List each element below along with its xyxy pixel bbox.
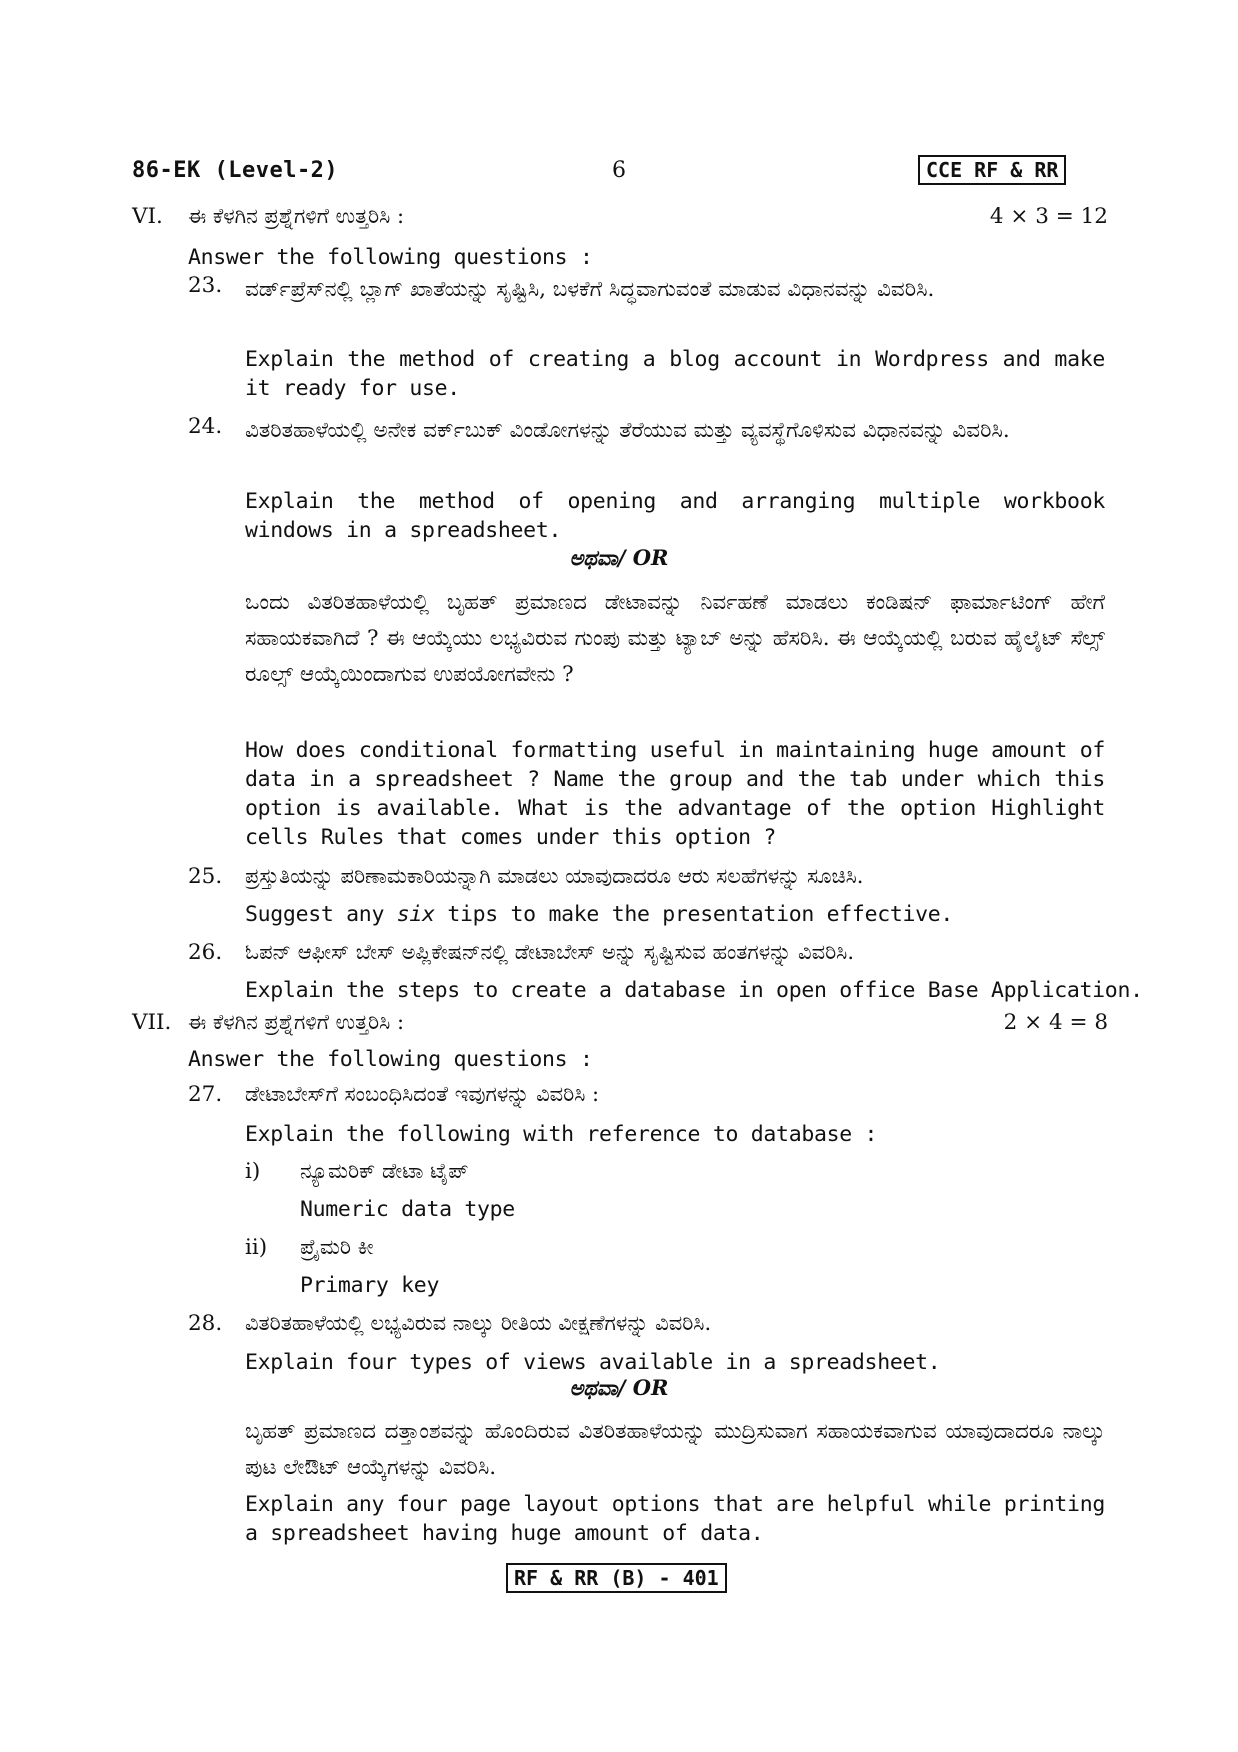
- q28-text-en: Explain four types of views available in a spreadsheet.: [245, 1350, 941, 1375]
- section-vii-numeral: VII.: [132, 1010, 172, 1035]
- q26-text-kn: ಓಪನ್ ಆಫೀಸ್ ಬೇಸ್ ಅಪ್ಲಿಕೇಷನ್‌ನಲ್ಲಿ ಡೇಟಾಬೇಸ್ ಅನ್ನು ಸೃಷ್ಟಿಸುವ ಹಂತಗಳನ್ನು ವಿವರಿಸಿ.: [245, 940, 854, 964]
- q27-ii-text-kn: ಪ್ರೈಮರಿ ಕೀ: [300, 1235, 374, 1259]
- q27-text-kn: ಡೇಟಾಬೇಸ್‌ಗೆ ಸಂಬಂಧಿಸಿದಂತೆ ಇವುಗಳನ್ನು ವಿವರಿಸಿ :: [245, 1082, 600, 1106]
- section-vii-heading-en: Answer the following questions :: [188, 1047, 593, 1072]
- section-vi-marks: 4 × 3 = 12: [989, 204, 1108, 229]
- q25-number: 25.: [188, 864, 223, 889]
- q27-ii-number: ii): [245, 1235, 268, 1260]
- q24-text-en: Explain the method of opening and arranging multiple workbook windows in a spreadsheet.: [245, 489, 1105, 543]
- footer-code-box: RF & RR (B) - 401: [506, 1563, 727, 1593]
- q25-text-kn: ಪ್ರಸ್ತುತಿಯನ್ನು ಪರಿಣಾಮಕಾರಿಯನ್ನಾಗಿ ಮಾಡಲು ಯಾವುದಾದರೂ ಆರು ಸಲಹೆಗಳನ್ನು ಸೂಚಿಸಿ.: [245, 864, 864, 888]
- q27-number: 27.: [188, 1082, 223, 1107]
- q25-text-en: [245, 900, 953, 929]
- section-vii-marks: 2 × 4 = 8: [1003, 1010, 1108, 1035]
- series-box: CCE RF & RR: [918, 155, 1066, 185]
- page-number: 6: [612, 158, 626, 183]
- q28-number: 28.: [188, 1311, 223, 1336]
- q24-number: 24.: [188, 414, 223, 439]
- q28-alt-text-en: Explain any four page layout options that are helpful while printing a spreadsheet having huge amount of data.: [245, 1492, 1105, 1546]
- q25-text-en-pre: Suggest any: [245, 902, 397, 927]
- q27-i-text-en: Numeric data type: [300, 1197, 515, 1222]
- q24-alt-text-kn: ಒಂದು ವಿತರಿತಹಾಳೆಯಲ್ಲಿ ಬೃಹತ್ ಪ್ರಮಾಣದ ಡೇಟಾವನ್ನು ನಿರ್ವಹಣೆ ಮಾಡಲು ಕಂಡಿಷನ್ ಫಾರ್ಮಾಟಿಂಗ್ ಹೇಗೆ ಸಹಾಯಕವಾಗಿದೆ ? ಈ ಆಯ್ಕೆಯು ಲಭ್ಯವಿರುವ ಗುಂಪು ಮತ್ತು ಟ್ಯಾಬ್ ಅನ್ನು ಹೆಸರಿಸಿ. ಈ ಆಯ್ಕೆಯಲ್ಲಿ ಬರುವ ಹೈಲೈಟ್ ಸೆಲ್ಸ್ ರೂಲ್ಸ್ ಆಯ್ಕೆಯಿಂದಾಗುವ ಉಪಯೋಗವೇನು ?: [245, 590, 1105, 687]
- q27-ii-text-en: Primary key: [300, 1273, 440, 1298]
- q27-i-number: i): [245, 1159, 261, 1184]
- q28-text-kn: ವಿತರಿತಹಾಳೆಯಲ್ಲಿ ಲಭ್ಯವಿರುವ ನಾಲ್ಕು ರೀತಿಯ ವೀಕ್ಷಣೆಗಳನ್ನು ವಿವರಿಸಿ.: [245, 1311, 712, 1335]
- q24-or-label: ಅಥವಾ/ OR: [569, 545, 669, 570]
- q23-text-en: Explain the method of creating a blog account in Wordpress and make it ready for use.: [245, 347, 1105, 401]
- q27-i-text-kn: ನ್ಯೂಮರಿಕ್ ಡೇಟಾ ಟೈಪ್: [300, 1159, 469, 1183]
- q25-text-en-emphasis: six: [396, 902, 435, 927]
- q27-text-en: Explain the following with reference to database :: [245, 1122, 878, 1147]
- q28-alt-text-kn: ಬೃಹತ್ ಪ್ರಮಾಣದ ದತ್ತಾಂಶವನ್ನು ಹೊಂದಿರುವ ವಿತರಿತಹಾಳೆಯನ್ನು ಮುದ್ರಿಸುವಾಗ ಸಹಾಯಕವಾಗುವ ಯಾವುದಾದರೂ ನಾಲ್ಕು ಪುಟ ಲೇಔಟ್ ಆಯ್ಕೆಗಳನ್ನು ವಿವರಿಸಿ.: [245, 1419, 1105, 1480]
- q23-number: 23.: [188, 273, 223, 298]
- paper-code: 86-EK (Level-2): [132, 158, 339, 183]
- q26-text-en: Explain the steps to create a database in open office Base Application.: [245, 978, 1143, 1003]
- q24-alt-text-en: How does conditional formatting useful in maintaining huge amount of data in a spreadsheet ? Name the group and the tab under which this option is available. What is the advantage of the option Highlight cells Rules that comes under this option ?: [245, 738, 1105, 850]
- section-vii-heading-kn: ಈ ಕೆಳಗಿನ ಪ್ರಶ್ನೆಗಳಿಗೆ ಉತ್ತರಿಸಿ :: [188, 1010, 405, 1034]
- q28-or-label: ಅಥವಾ/ OR: [569, 1375, 669, 1400]
- section-vi-heading-kn: ಈ ಕೆಳಗಿನ ಪ್ರಶ್ನೆಗಳಿಗೆ ಉತ್ತರಿಸಿ :: [188, 204, 405, 228]
- section-vi-numeral: VI.: [132, 204, 163, 229]
- section-vi-heading-en: Answer the following questions :: [188, 245, 593, 270]
- q23-text-kn: ವರ್ಡ್‌ಪ್ರೆಸ್‌ನಲ್ಲಿ ಬ್ಲಾಗ್ ಖಾತೆಯನ್ನು ಸೃಷ್ಟಿಸಿ, ಬಳಕೆಗೆ ಸಿದ್ಧವಾಗುವಂತೆ ಮಾಡುವ ವಿಧಾನವನ್ನು ವಿವರಿಸಿ.: [245, 277, 935, 302]
- q25-text-en-post: tips to make the presentation effective.: [434, 902, 954, 927]
- q24-text-kn: ವಿತರಿತಹಾಳೆಯಲ್ಲಿ ಅನೇಕ ವರ್ಕ್‌ಬುಕ್ ವಿಂಡೋಗಳನ್ನು ತೆರೆಯುವ ಮತ್ತು ವ್ಯವಸ್ಥೆಗೊಳಿಸುವ ವಿಧಾನವನ್ನು ವಿವರಿಸಿ.: [245, 418, 1010, 443]
- q26-number: 26.: [188, 940, 223, 965]
